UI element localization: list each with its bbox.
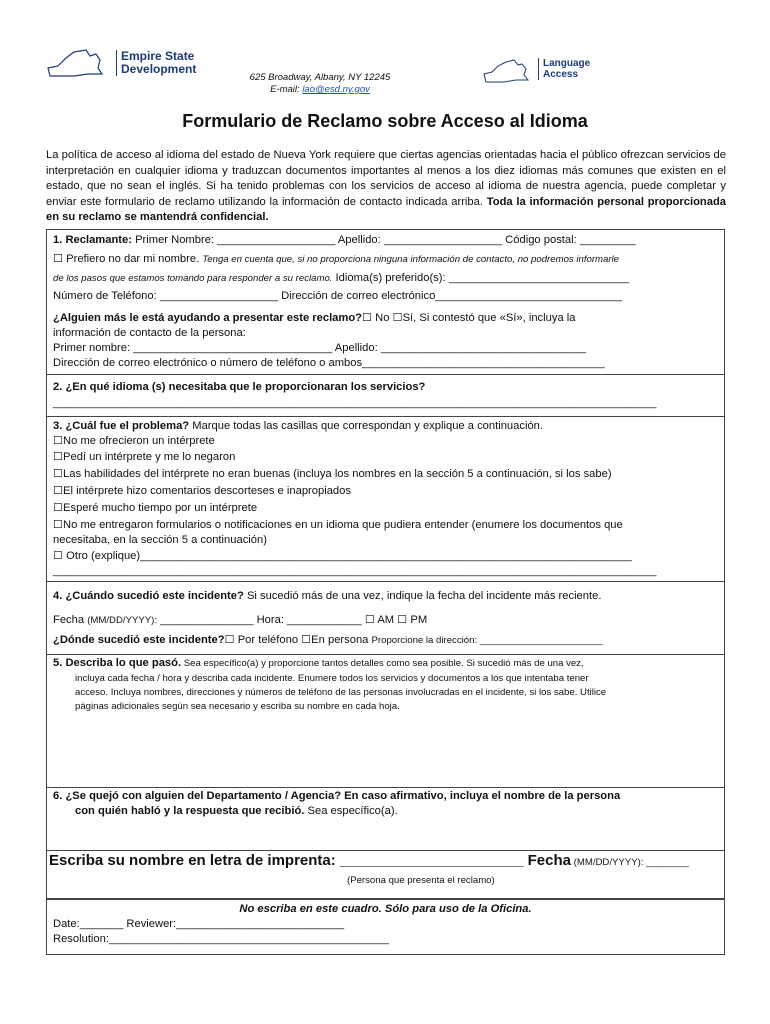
- helper-instruction: información de contacto de la persona:: [53, 327, 246, 339]
- new-york-state-map-icon: [44, 46, 114, 82]
- problem-other-line[interactable]: _________________________________________________________________________________________________: [53, 565, 657, 577]
- helper-contact-line[interactable]: Dirección de correo electrónico o número de teléfono o ambos_______________________________________: [53, 357, 605, 369]
- prior-complaint-question: 6. ¿Se quejó con alguien del Departamento / Agencia? En caso afirmativo, incluya el nombre de la persona: [53, 790, 621, 802]
- when-question: 4. ¿Cuándo sucedió este incidente? Si sucedió más de una vez, indique la fecha del incidente más reciente.: [53, 590, 602, 602]
- describe-instruction: acceso. Incluya nombres, direcciones y números de teléfono de las personas involucradas en el incidente, si los sabe. Utilice: [75, 687, 607, 698]
- email-line: E-mail: lao@esd.ny.gov: [270, 84, 370, 95]
- complaint-form: [46, 229, 725, 955]
- language-access-logo: [482, 56, 602, 88]
- preferred-language-line[interactable]: de los pasos que estamos tomando para responder a su reclamo. Idioma(s) preferido(s): _____________________________: [53, 272, 630, 284]
- signature-caption: (Persona que presenta el reclamo): [347, 875, 495, 886]
- language-answer-line[interactable]: _________________________________________________________________________________________________: [53, 397, 657, 409]
- claimant-name-line[interactable]: 1. Reclamante: Primer Nombre: ___________________ Apellido: ___________________ Código postal: _________: [53, 234, 636, 246]
- office-date-reviewer: Date:_______ Reviewer:___________________________: [53, 918, 345, 930]
- section-language-needed: [47, 375, 724, 417]
- section-problem: [47, 417, 724, 582]
- where-line[interactable]: ¿Dónde sucedió este incidente?☐ Por teléfono ☐En persona Proporcione la dirección: _______________________: [53, 634, 603, 646]
- date-time-line[interactable]: Fecha (MM/DD/YYYY): _______________ Hora: ____________ ☐ AM ☐ PM: [53, 614, 428, 626]
- language-access-text: Language Access: [538, 58, 590, 80]
- phone-email-line[interactable]: Número de Teléfono: ___________________ Dirección de correo electrónico______________________________: [53, 290, 622, 302]
- helper-name-line[interactable]: Primer nombre: ________________________________ Apellido: _________________________________: [53, 342, 587, 354]
- agency-address: [220, 72, 420, 96]
- problem-option[interactable]: ☐Pedí un intérprete y me lo negaron: [53, 451, 236, 463]
- address-line: 625 Broadway, Albany, NY 12245: [249, 72, 391, 83]
- problem-option[interactable]: ☐No me ofrecieron un intérprete: [53, 435, 215, 447]
- prior-complaint-question-2: con quién habló y la respuesta que recibió. Sea específico(a).: [75, 805, 398, 817]
- section-prior-complaint[interactable]: [47, 788, 724, 851]
- print-name-line[interactable]: Escriba su nombre en letra de imprenta: ______________________ Fecha (MM/DD/YYYY): ________: [49, 852, 689, 869]
- section-when: [47, 582, 724, 655]
- describe-instruction: incluya cada fecha / hora y describa cada incidente. Enumere todos los servicios y documentos a los que intentaba tener: [75, 673, 589, 684]
- office-use-box: [47, 898, 724, 954]
- problem-option[interactable]: ☐Las habilidades del intérprete no eran buenas (incluya los nombres en la sección 5 a continuación, si los sabe): [53, 468, 612, 480]
- section-claimant: [47, 230, 724, 375]
- problem-question: 3. ¿Cuál fue el problema? Marque todas las casillas que correspondan y explique a continuación.: [53, 420, 544, 432]
- office-heading: No escriba en este cuadro. Sólo para uso de la Oficina.: [239, 903, 532, 915]
- describe-question: 5. Describa lo que pasó. Sea específico(a) y proporcione tantos detalles como sea posible. Si sucedió más de una vez,: [53, 657, 584, 669]
- problem-option[interactable]: ☐No me entregaron formularios o notificaciones en un idioma que pudiera entender (enumere los documentos que: [53, 519, 623, 531]
- new-york-state-map-icon: [482, 56, 536, 86]
- esd-logo-text: Empire State Development: [116, 50, 196, 76]
- esd-logo: [44, 46, 197, 86]
- intro-paragraph: La política de acceso al idioma del estado de Nueva York requiere que ciertas agencias orientadas hacia el público ofrezcan servicios de interpretación en cualquier idioma y traduzcan documentos importantes al menos a los diez idiomas más comunes que existen en el estado, que no sean el inglés. Si ha tenido problemas con los servicios de acceso al idioma de nuestra agencia, puede completar y enviar este formulario de reclamo utilizando la información de contacto indicada arriba. Toda la información personal proporcionada en su reclamo se mantendrá confidencial.: [46, 149, 727, 223]
- anonymous-checkbox-line[interactable]: ☐ Prefiero no dar mi nombre. Tenga en cuenta que, si no proporciona ninguna información de contacto, no podremos informarle: [53, 253, 620, 265]
- problem-option-other[interactable]: ☐ Otro (explique)_______________________________________________________________________________: [53, 550, 632, 562]
- confidential-note: Toda la información personal proporcionada en su reclamo se mantendrá confidencial.: [46, 195, 727, 223]
- describe-instruction: páginas adicionales según sea necesario y escriba su nombre en cada hoja.: [75, 701, 400, 712]
- page-title: Formulario de Reclamo sobre Acceso al Idioma: [182, 111, 588, 131]
- section-describe[interactable]: [47, 655, 724, 788]
- email-link[interactable]: lao@esd.ny.gov: [302, 84, 370, 95]
- problem-option[interactable]: ☐Esperé mucho tiempo por un intérprete: [53, 502, 258, 514]
- language-question: 2. ¿En qué idioma (s) necesitaba que le proporcionaran los servicios?: [53, 381, 426, 393]
- problem-option[interactable]: ☐El intérprete hizo comentarios descorteses e inapropiados: [53, 485, 351, 497]
- office-resolution: Resolution:_____________________________________________: [53, 933, 389, 945]
- helper-question[interactable]: ¿Alguien más le está ayudando a presentar este reclamo?☐ No ☐Sí, Si contestó que «Sí», incluya la: [53, 312, 576, 324]
- problem-option-continued: necesitaba, en la sección 5 a continuación): [53, 534, 267, 546]
- section-signature: [47, 851, 724, 899]
